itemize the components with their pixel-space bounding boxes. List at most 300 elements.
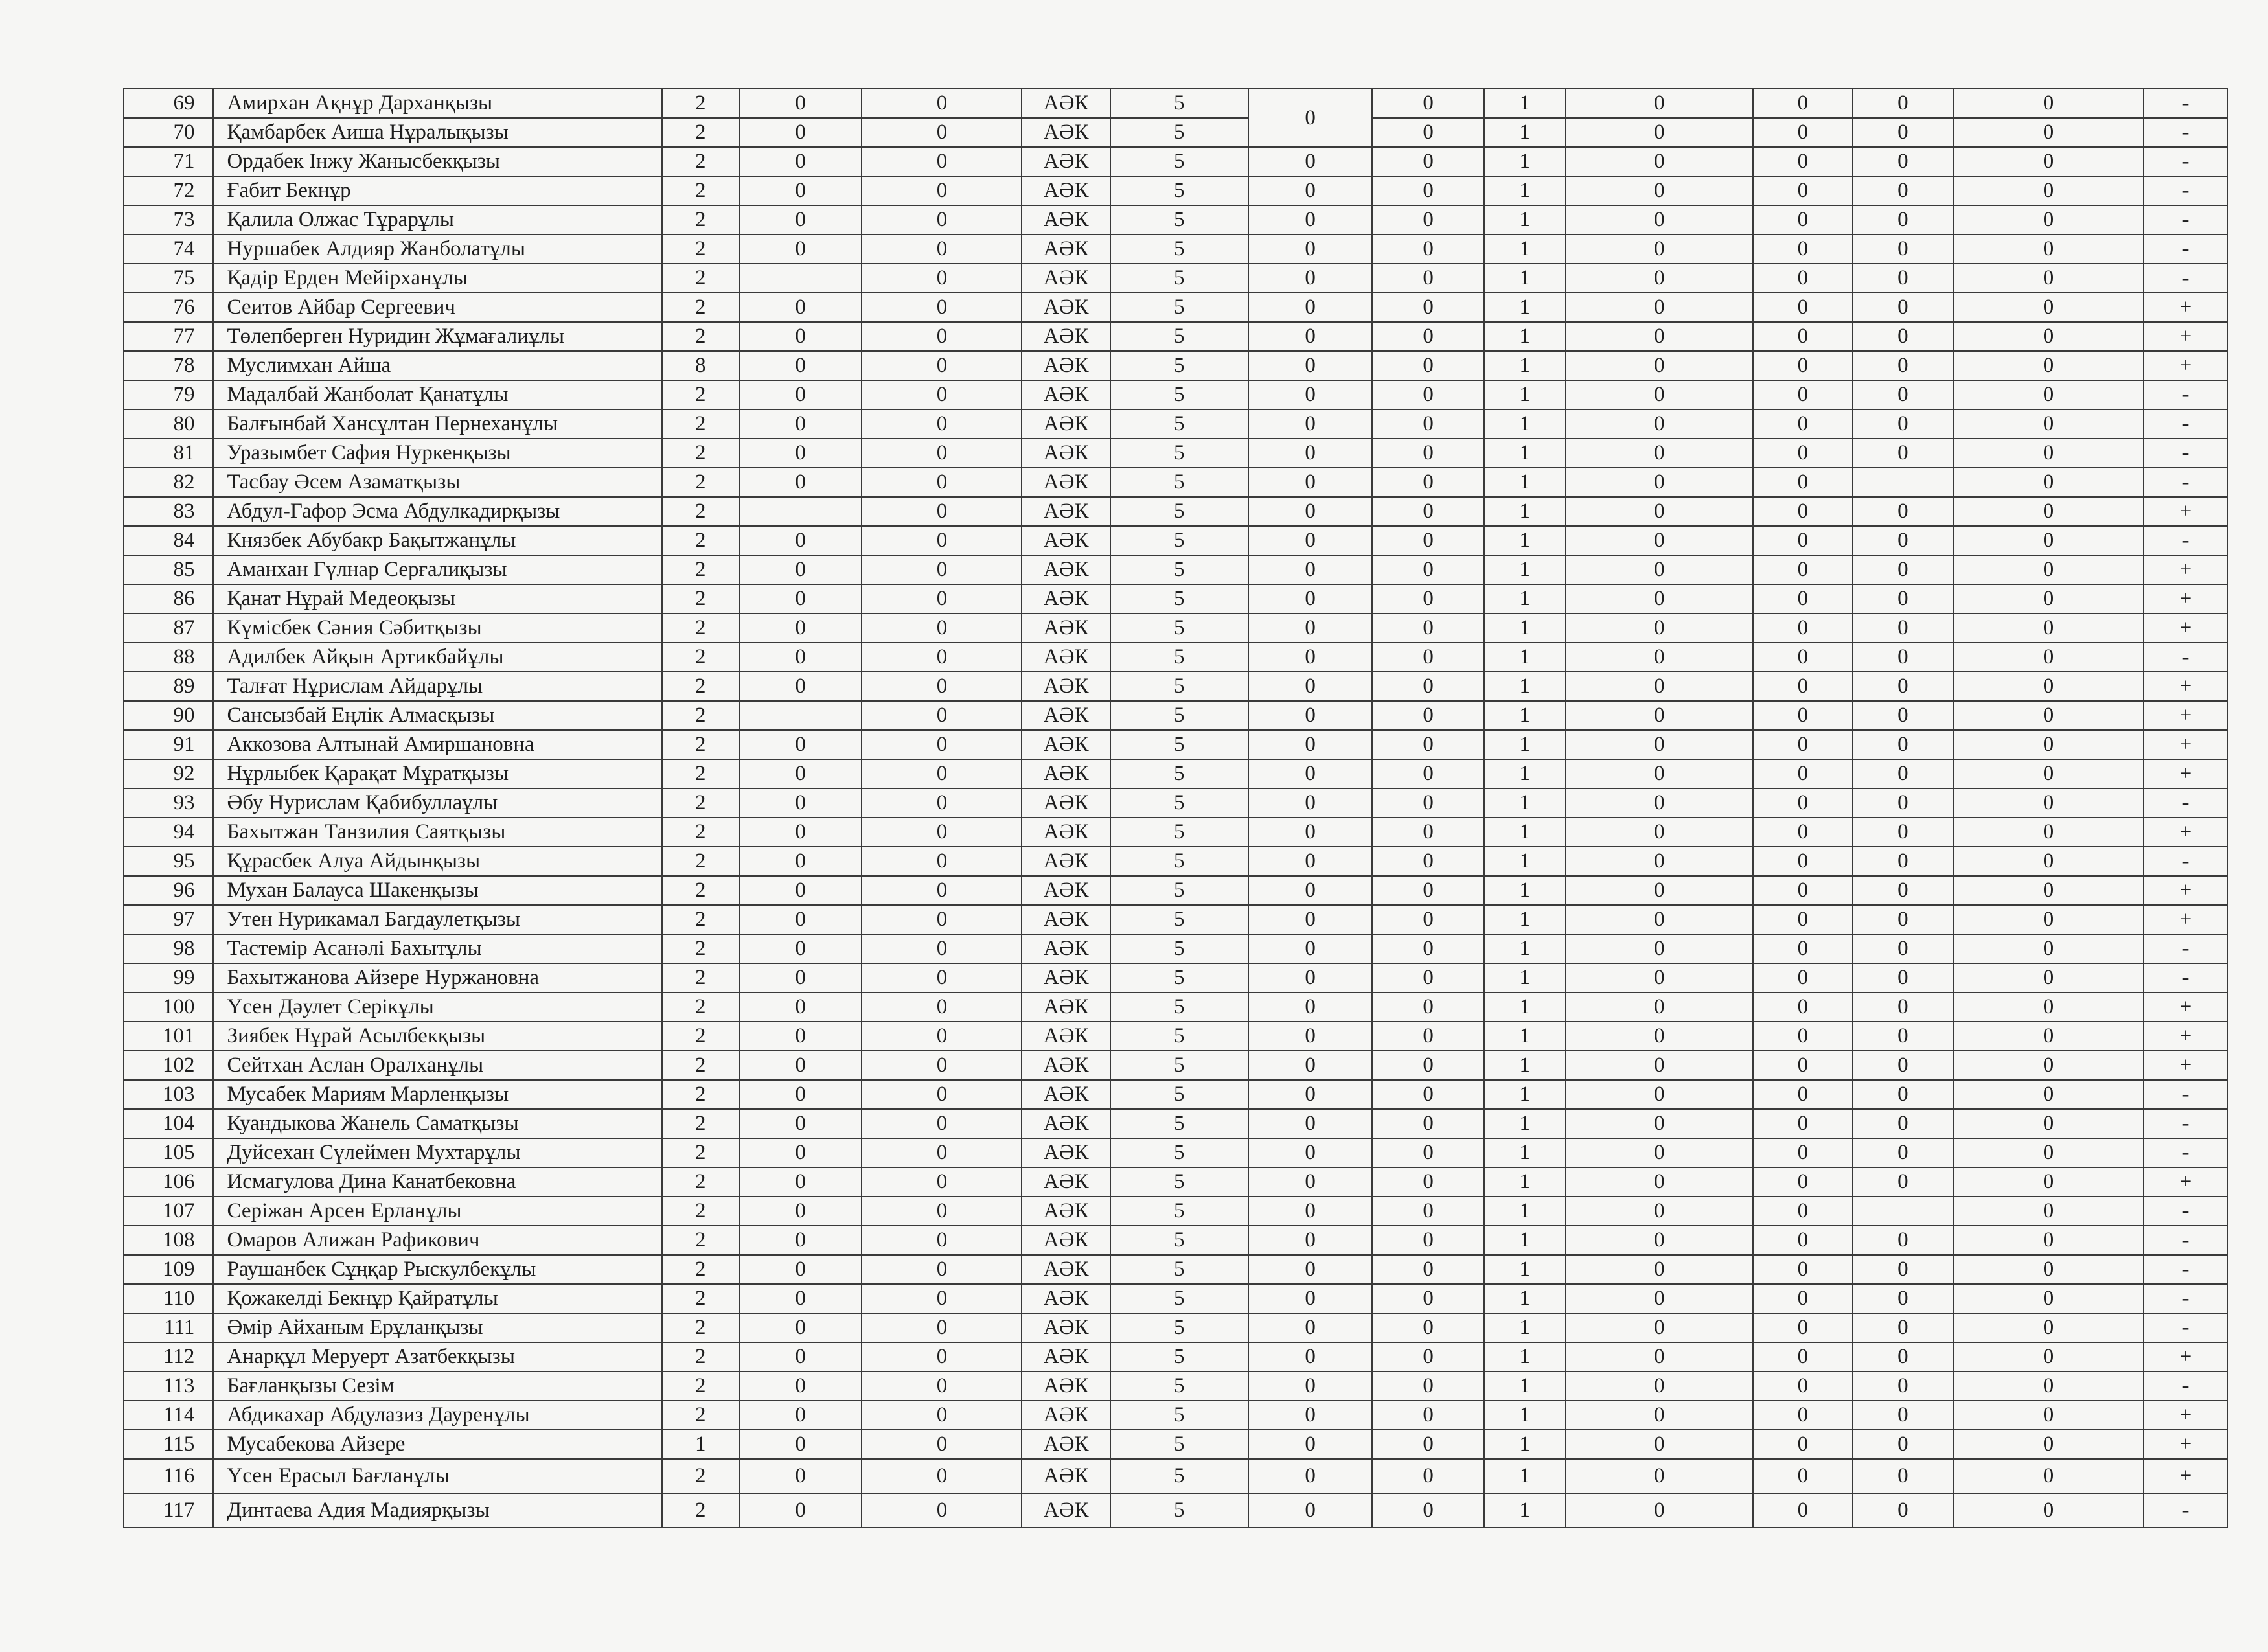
col-13-cell: -: [2144, 468, 2228, 497]
col-13-cell: -: [2144, 380, 2228, 409]
col-12-cell: 0: [1953, 934, 2144, 963]
col-4-cell: АӘК: [1022, 1167, 1110, 1197]
student-name-cell: Мадалбай Жанболат Қанатұлы: [213, 380, 661, 409]
col-10-cell: 0: [1753, 293, 1852, 322]
row-number-cell: 107: [124, 1197, 213, 1226]
col-12-cell: 0: [1953, 818, 2144, 847]
col-3-cell: 0: [862, 1371, 1022, 1401]
col-4-cell: АӘК: [1022, 264, 1110, 293]
col-5-cell: 5: [1110, 963, 1248, 992]
col-12-cell: 0: [1953, 701, 2144, 730]
col-1-cell: 2: [662, 614, 739, 643]
col-2-cell: 0: [739, 672, 862, 701]
col-7-cell: 0: [1372, 847, 1484, 876]
col-10-cell: 0: [1753, 934, 1852, 963]
col-11-cell: 0: [1853, 1138, 1953, 1167]
col-4-cell: АӘК: [1022, 1226, 1110, 1255]
student-name-cell: Сейтхан Аслан Оралханұлы: [213, 1051, 661, 1080]
col-4-cell: АӘК: [1022, 614, 1110, 643]
col-12-cell: 0: [1953, 118, 2144, 147]
col-8-cell: 1: [1484, 409, 1566, 439]
col-11-cell: 0: [1853, 89, 1953, 118]
table-row: [124, 963, 2228, 992]
col-4-cell: АӘК: [1022, 1430, 1110, 1459]
table-row: [124, 497, 2228, 526]
col-5-cell: 5: [1110, 147, 1248, 176]
col-3-cell: 0: [862, 1493, 1022, 1528]
col-9-cell: 0: [1566, 1284, 1754, 1313]
col-1-cell: 2: [662, 526, 739, 555]
col-12-cell: 0: [1953, 468, 2144, 497]
col-8-cell: 1: [1484, 672, 1566, 701]
col-11-cell: 0: [1853, 1080, 1953, 1109]
student-name-cell: Аккозова Алтынай Амиршановна: [213, 730, 661, 759]
col-4-cell: АӘК: [1022, 1284, 1110, 1313]
col-2-cell: 0: [739, 1255, 862, 1284]
col-7-cell: 0: [1372, 264, 1484, 293]
col-10-cell: 0: [1753, 1371, 1852, 1401]
table-row: [124, 672, 2228, 701]
col-11-cell: 0: [1853, 293, 1953, 322]
col-12-cell: 0: [1953, 1226, 2144, 1255]
table-row: [124, 584, 2228, 614]
col-1-cell: 2: [662, 264, 739, 293]
col-6-cell: 0: [1248, 934, 1373, 963]
col-2-cell: 0: [739, 992, 862, 1022]
col-13-cell: -: [2144, 176, 2228, 205]
col-10-cell: 0: [1753, 643, 1852, 672]
col-7-cell: 0: [1372, 1197, 1484, 1226]
table-body: [124, 89, 2228, 1528]
col-5-cell: 5: [1110, 1401, 1248, 1430]
row-number-cell: 102: [124, 1051, 213, 1080]
col-6-cell: 0: [1248, 963, 1373, 992]
table-row: [124, 380, 2228, 409]
col-13-cell: +: [2144, 992, 2228, 1022]
table-row: [124, 293, 2228, 322]
col-6-cell: 0: [1248, 672, 1373, 701]
col-3-cell: 0: [862, 759, 1022, 788]
col-3-cell: 0: [862, 147, 1022, 176]
col-11-cell: 0: [1853, 1493, 1953, 1528]
col-11-cell: 0: [1853, 322, 1953, 351]
col-1-cell: 2: [662, 1051, 739, 1080]
col-7-cell: 0: [1372, 89, 1484, 118]
col-1-cell: 2: [662, 788, 739, 818]
col-1-cell: 2: [662, 1197, 739, 1226]
col-12-cell: 0: [1953, 409, 2144, 439]
col-1-cell: 2: [662, 89, 739, 118]
col-9-cell: 0: [1566, 176, 1754, 205]
col-6-cell: 0: [1248, 759, 1373, 788]
col-3-cell: 0: [862, 264, 1022, 293]
col-7-cell: 0: [1372, 468, 1484, 497]
col-11-cell: 0: [1853, 439, 1953, 468]
row-number-cell: 75: [124, 264, 213, 293]
col-4-cell: АӘК: [1022, 730, 1110, 759]
col-7-cell: 0: [1372, 1051, 1484, 1080]
col-4-cell: АӘК: [1022, 497, 1110, 526]
student-table: [123, 88, 2228, 1528]
row-number-cell: 89: [124, 672, 213, 701]
col-5-cell: 5: [1110, 1459, 1248, 1493]
col-1-cell: 2: [662, 1493, 739, 1528]
row-number-cell: 96: [124, 876, 213, 905]
col-10-cell: 0: [1753, 497, 1852, 526]
col-11-cell: 0: [1853, 584, 1953, 614]
col-4-cell: АӘК: [1022, 1342, 1110, 1371]
col-11-cell: 0: [1853, 847, 1953, 876]
col-11-cell: 0: [1853, 1430, 1953, 1459]
col-4-cell: АӘК: [1022, 905, 1110, 934]
col-8-cell: 1: [1484, 847, 1566, 876]
col-9-cell: 0: [1566, 788, 1754, 818]
col-2-cell: 0: [739, 584, 862, 614]
col-10-cell: 0: [1753, 1197, 1852, 1226]
col-2-cell: 0: [739, 1430, 862, 1459]
col-6-cell: 0: [1248, 235, 1373, 264]
col-2-cell: 0: [739, 1197, 862, 1226]
col-13-cell: -: [2144, 89, 2228, 118]
col-12-cell: 0: [1953, 1022, 2144, 1051]
student-name-cell: Серіжан Арсен Ерланұлы: [213, 1197, 661, 1226]
table-row: [124, 847, 2228, 876]
col-12-cell: 0: [1953, 293, 2144, 322]
col-1-cell: 2: [662, 643, 739, 672]
col-13-cell: -: [2144, 1197, 2228, 1226]
col-4-cell: АӘК: [1022, 89, 1110, 118]
col-1-cell: 2: [662, 730, 739, 759]
col-12-cell: 0: [1953, 614, 2144, 643]
col-13-cell: +: [2144, 672, 2228, 701]
col-4-cell: АӘК: [1022, 118, 1110, 147]
col-6-cell: 0: [1248, 643, 1373, 672]
col-13-cell: +: [2144, 1167, 2228, 1197]
col-10-cell: 0: [1753, 235, 1852, 264]
col-6-cell: 0: [1248, 264, 1373, 293]
col-6-cell: 0: [1248, 1371, 1373, 1401]
col-2-cell: 0: [739, 1401, 862, 1430]
col-5-cell: 5: [1110, 701, 1248, 730]
col-11-cell: 0: [1853, 1401, 1953, 1430]
col-3-cell: 0: [862, 730, 1022, 759]
col-13-cell: -: [2144, 1493, 2228, 1528]
col-4-cell: АӘК: [1022, 1109, 1110, 1138]
col-11-cell: 0: [1853, 730, 1953, 759]
col-12-cell: 0: [1953, 788, 2144, 818]
table-row: [124, 1342, 2228, 1371]
col-1-cell: 2: [662, 1138, 739, 1167]
col-1-cell: 2: [662, 1459, 739, 1493]
col-10-cell: 0: [1753, 409, 1852, 439]
col-2-cell: 0: [739, 1138, 862, 1167]
row-number-cell: 70: [124, 118, 213, 147]
col-8-cell: 1: [1484, 1167, 1566, 1197]
col-5-cell: 5: [1110, 1255, 1248, 1284]
col-12-cell: 0: [1953, 380, 2144, 409]
col-6-cell: 0: [1248, 1197, 1373, 1226]
col-3-cell: 0: [862, 468, 1022, 497]
col-13-cell: -: [2144, 235, 2228, 264]
col-4-cell: АӘК: [1022, 1371, 1110, 1401]
table-row: [124, 205, 2228, 235]
col-3-cell: 0: [862, 1255, 1022, 1284]
col-5-cell: 5: [1110, 672, 1248, 701]
col-5-cell: 5: [1110, 351, 1248, 380]
student-name-cell: Төлепберген Нуридин Жұмағалиұлы: [213, 322, 661, 351]
col-6-cell: 0: [1248, 1167, 1373, 1197]
student-name-cell: Қанат Нұрай Медеоқызы: [213, 584, 661, 614]
row-number-cell: 69: [124, 89, 213, 118]
col-8-cell: 1: [1484, 730, 1566, 759]
col-7-cell: 0: [1372, 555, 1484, 584]
col-4-cell: АӘК: [1022, 176, 1110, 205]
col-10-cell: 0: [1753, 1167, 1852, 1197]
col-3-cell: 0: [862, 351, 1022, 380]
col-8-cell: 1: [1484, 526, 1566, 555]
table-row: [124, 1493, 2228, 1528]
col-1-cell: 2: [662, 992, 739, 1022]
col-12-cell: 0: [1953, 176, 2144, 205]
col-9-cell: 0: [1566, 380, 1754, 409]
col-9-cell: 0: [1566, 701, 1754, 730]
col-8-cell: 1: [1484, 468, 1566, 497]
col-6-cell: 0: [1248, 1401, 1373, 1430]
col-1-cell: 2: [662, 118, 739, 147]
col-1-cell: 8: [662, 351, 739, 380]
col-11-cell: 0: [1853, 1109, 1953, 1138]
table-row: [124, 235, 2228, 264]
col-2-cell: 0: [739, 730, 862, 759]
col-2-cell: 0: [739, 1226, 862, 1255]
col-7-cell: 0: [1372, 439, 1484, 468]
col-3-cell: 0: [862, 1284, 1022, 1313]
col-12-cell: 0: [1953, 992, 2144, 1022]
col-10-cell: 0: [1753, 876, 1852, 905]
student-name-cell: Дуйсехан Сүлеймен Мухтарұлы: [213, 1138, 661, 1167]
col-8-cell: 1: [1484, 118, 1566, 147]
col-7-cell: 0: [1372, 1284, 1484, 1313]
col-6-cell: 0: [1248, 497, 1373, 526]
col-12-cell: 0: [1953, 497, 2144, 526]
col-3-cell: 0: [862, 235, 1022, 264]
col-8-cell: 1: [1484, 89, 1566, 118]
col-4-cell: АӘК: [1022, 555, 1110, 584]
col-7-cell: 0: [1372, 934, 1484, 963]
col-3-cell: 0: [862, 1226, 1022, 1255]
col-3-cell: 0: [862, 672, 1022, 701]
col-5-cell: 5: [1110, 322, 1248, 351]
student-name-cell: Амирхан Ақнұр Дарханқызы: [213, 89, 661, 118]
col-8-cell: 1: [1484, 759, 1566, 788]
col-7-cell: 0: [1372, 351, 1484, 380]
col-11-cell: 0: [1853, 118, 1953, 147]
col-7-cell: 0: [1372, 1138, 1484, 1167]
col-11-cell: 0: [1853, 759, 1953, 788]
table-row: [124, 992, 2228, 1022]
col-9-cell: 0: [1566, 1109, 1754, 1138]
col-7-cell: 0: [1372, 1022, 1484, 1051]
row-number-cell: 94: [124, 818, 213, 847]
col-10-cell: 0: [1753, 322, 1852, 351]
col-4-cell: АӘК: [1022, 1051, 1110, 1080]
col-3-cell: 0: [862, 1109, 1022, 1138]
col-13-cell: +: [2144, 1430, 2228, 1459]
col-7-cell: 0: [1372, 876, 1484, 905]
col-10-cell: 0: [1753, 847, 1852, 876]
col-4-cell: АӘК: [1022, 439, 1110, 468]
student-name-cell: Күмісбек Сәния Сәбитқызы: [213, 614, 661, 643]
col-6-cell: 0: [1248, 1138, 1373, 1167]
col-5-cell: 5: [1110, 526, 1248, 555]
col-2-cell: 0: [739, 1080, 862, 1109]
student-name-cell: Куандыкова Жанель Саматқызы: [213, 1109, 661, 1138]
table-row: [124, 1022, 2228, 1051]
col-3-cell: 0: [862, 380, 1022, 409]
col-7-cell: 0: [1372, 409, 1484, 439]
table-row: [124, 759, 2228, 788]
col-13-cell: +: [2144, 1459, 2228, 1493]
row-number-cell: 79: [124, 380, 213, 409]
col-3-cell: 0: [862, 1022, 1022, 1051]
col-9-cell: 0: [1566, 1401, 1754, 1430]
col-3-cell: 0: [862, 1051, 1022, 1080]
col-13-cell: -: [2144, 788, 2228, 818]
student-name-cell: Үсен Дәулет Серікұлы: [213, 992, 661, 1022]
col-2-cell: 0: [739, 963, 862, 992]
col-9-cell: 0: [1566, 1255, 1754, 1284]
col-10-cell: 0: [1753, 555, 1852, 584]
col-11-cell: 0: [1853, 409, 1953, 439]
col-6-cell: 0: [1248, 1051, 1373, 1080]
col-6-cell: 0: [1248, 905, 1373, 934]
col-13-cell: +: [2144, 351, 2228, 380]
col-10-cell: 0: [1753, 439, 1852, 468]
student-name-cell: Әмір Айханым Ерұланқызы: [213, 1313, 661, 1342]
col-7-cell: 0: [1372, 1080, 1484, 1109]
row-number-cell: 108: [124, 1226, 213, 1255]
col-13-cell: -: [2144, 118, 2228, 147]
col-12-cell: 0: [1953, 905, 2144, 934]
col-6-cell: 0: [1248, 1255, 1373, 1284]
col-9-cell: 0: [1566, 497, 1754, 526]
col-8-cell: 1: [1484, 701, 1566, 730]
col-6-cell: 0: [1248, 584, 1373, 614]
col-4-cell: АӘК: [1022, 1459, 1110, 1493]
col-4-cell: АӘК: [1022, 293, 1110, 322]
col-13-cell: +: [2144, 730, 2228, 759]
col-1-cell: 2: [662, 293, 739, 322]
col-10-cell: 0: [1753, 89, 1852, 118]
col-12-cell: 0: [1953, 1167, 2144, 1197]
col-4-cell: АӘК: [1022, 759, 1110, 788]
col-9-cell: 0: [1566, 351, 1754, 380]
row-number-cell: 112: [124, 1342, 213, 1371]
col-7-cell: 0: [1372, 147, 1484, 176]
row-number-cell: 76: [124, 293, 213, 322]
col-12-cell: 0: [1953, 963, 2144, 992]
col-2-cell: 0: [739, 380, 862, 409]
col-13-cell: -: [2144, 1080, 2228, 1109]
col-6-cell: 0: [1248, 351, 1373, 380]
col-13-cell: -: [2144, 264, 2228, 293]
col-5-cell: 5: [1110, 439, 1248, 468]
col-1-cell: 2: [662, 1022, 739, 1051]
col-6-cell: 0: [1248, 380, 1373, 409]
col-5-cell: 5: [1110, 497, 1248, 526]
col-7-cell: 0: [1372, 730, 1484, 759]
col-11-cell: 0: [1853, 1284, 1953, 1313]
col-9-cell: 0: [1566, 322, 1754, 351]
col-4-cell: АӘК: [1022, 584, 1110, 614]
col-3-cell: 0: [862, 701, 1022, 730]
col-10-cell: 0: [1753, 1226, 1852, 1255]
col-13-cell: +: [2144, 818, 2228, 847]
col-13-cell: -: [2144, 1371, 2228, 1401]
row-number-cell: 114: [124, 1401, 213, 1430]
table-row: [124, 439, 2228, 468]
col-4-cell: АӘК: [1022, 351, 1110, 380]
col-12-cell: 0: [1953, 264, 2144, 293]
col-3-cell: 0: [862, 205, 1022, 235]
col-1-cell: 2: [662, 1284, 739, 1313]
col-1-cell: 2: [662, 1226, 739, 1255]
col-5-cell: 5: [1110, 1226, 1248, 1255]
table-row: [124, 905, 2228, 934]
col-5-cell: 5: [1110, 905, 1248, 934]
col-9-cell: 0: [1566, 1197, 1754, 1226]
col-3-cell: 0: [862, 876, 1022, 905]
student-name-cell: Ордабек Інжу Жанысбекқызы: [213, 147, 661, 176]
table-row: [124, 468, 2228, 497]
student-name-cell: Раушанбек Сұңқар Рыскулбекұлы: [213, 1255, 661, 1284]
col-8-cell: 1: [1484, 614, 1566, 643]
col-8-cell: 1: [1484, 1284, 1566, 1313]
col-7-cell: 0: [1372, 526, 1484, 555]
col-10-cell: 0: [1753, 992, 1852, 1022]
col-11-cell: 0: [1853, 614, 1953, 643]
col-7-cell: 0: [1372, 235, 1484, 264]
col-7-cell: 0: [1372, 1226, 1484, 1255]
col-11-cell: 0: [1853, 351, 1953, 380]
col-6-cell: 0: [1248, 293, 1373, 322]
col-13-cell: +: [2144, 614, 2228, 643]
col-9-cell: 0: [1566, 555, 1754, 584]
col-12-cell: 0: [1953, 1401, 2144, 1430]
col-2-cell: [739, 497, 862, 526]
col-10-cell: 0: [1753, 1051, 1852, 1080]
row-number-cell: 91: [124, 730, 213, 759]
col-7-cell: 0: [1372, 118, 1484, 147]
student-name-cell: Сансызбай Еңлік Алмасқызы: [213, 701, 661, 730]
col-2-cell: 0: [739, 176, 862, 205]
col-8-cell: 1: [1484, 1459, 1566, 1493]
col-6-cell: 0: [1248, 1493, 1373, 1528]
table-row: [124, 1109, 2228, 1138]
col-1-cell: 2: [662, 1109, 739, 1138]
col-11-cell: 0: [1853, 934, 1953, 963]
col-13-cell: +: [2144, 293, 2228, 322]
table-row: [124, 322, 2228, 351]
col-10-cell: 0: [1753, 1080, 1852, 1109]
col-10-cell: 0: [1753, 672, 1852, 701]
col-7-cell: 0: [1372, 672, 1484, 701]
col-12-cell: 0: [1953, 1430, 2144, 1459]
col-5-cell: 5: [1110, 818, 1248, 847]
col-8-cell: 1: [1484, 439, 1566, 468]
table-row: [124, 1459, 2228, 1493]
col-6-cell: 0: [1248, 876, 1373, 905]
